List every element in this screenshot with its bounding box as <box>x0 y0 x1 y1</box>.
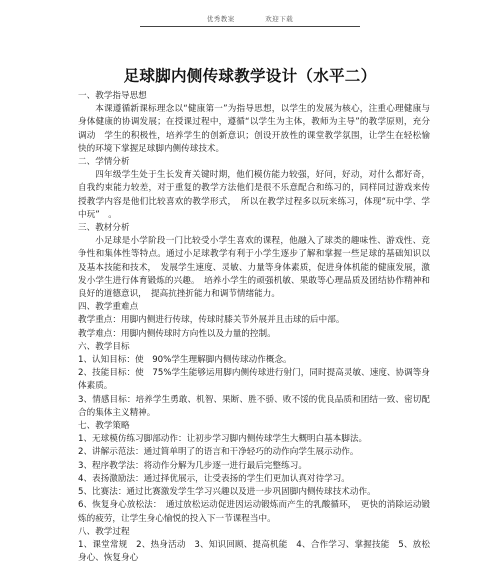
document-body <box>78 90 430 565</box>
list-item: 5、比赛法：通过比赛激发学生学习兴趣以及进一步巩固脚内侧传球技术动作。 <box>78 487 376 498</box>
list-item: 2、讲解示范法：通过简单明了的语言和干净轻巧的动作向学生展示动作。 <box>78 447 359 458</box>
list-item: 1、无球模仿练习脚部动作：让初步学习脚内侧传球学生大概明白基本脚法。 <box>78 434 368 445</box>
header-divider <box>140 26 360 27</box>
page-header <box>0 14 500 23</box>
section-paragraph: 四年级学生处于生长发育关键时期，他们模仿能力较强，好问，好动，对什么都好奇，自我约束能力较差，对于重复的教学方法他们是很不乐意配合和练习的，同样同过游戏来传授教学内容是他们比较喜欢的教学形式， 所以在教学过程多以玩来练习，体现“玩中学、学中玩” 。 <box>78 170 430 220</box>
section-heading: 四、教学重难点 <box>78 302 139 313</box>
section-heading: 三、教材分析 <box>78 223 130 234</box>
section-heading: 六、教学目标 <box>78 341 130 352</box>
section-heading: 二、学情分析 <box>78 157 130 168</box>
header-left-text: 优秀教案 <box>206 15 235 23</box>
list-item: 6、恢复身心放松法： 通过放松运动促进因运动锻炼而产生的乳酸循环， 更快的消除运动锻炼的疲劳，让学生身心愉悦的投入下一节课程当中。 <box>78 500 430 524</box>
list-item: 教学难点：用脚内侧传球时方向性以及力量的控制。 <box>78 328 276 339</box>
list-item: 3、程序教学法：将动作分解为几步逐一进行最后完整练习。 <box>78 460 307 471</box>
list-item: 1、课堂常规 2、热身活动 3、知识回顾、提高机能 4、合作学习、掌握技能 5、放松身心、恢复身心 <box>78 539 430 564</box>
section-heading: 八、教学过程 <box>78 526 130 537</box>
list-item: 3、情感目标：培养学生勇敢、机智、果断、胜不骄、败不馁的优良品质和团结一致、密切配合的集体主义精神。 <box>78 394 430 418</box>
section-heading: 七、教学策略 <box>78 421 130 432</box>
header-right-text: 欢迎下载 <box>265 15 294 23</box>
list-item: 教学重点：用脚内侧进行传球，传球时膝关节外展并且击球的后中部。 <box>78 315 345 326</box>
list-item: 4、表扬激励法：通过择优展示，让受表扬的学生们更加认真对待学习。 <box>78 473 350 484</box>
list-item: 1、认知目标：使 90%学生理解脚内侧传球动作概念。 <box>78 355 292 366</box>
section-paragraph: 小足球是小学阶段一门比较受小学生喜欢的课程，他融入了球类的趣味性、游戏性、竞争性和集体性等特点。通过小足球教学有利于小学生逐步了解和掌握一些足球的基础知识以及基本技能和技术， 发展学生速度、灵敏、力量等身体素质，促进身体机能的健康发展，激发小学生进行体育锻炼的兴趣。 培养小学生的顽强机敏、果敢等心理品质及团结协作精神和良好的道德意识， 提高抗挫折能力和调节情绪能力。 <box>78 236 430 300</box>
section-heading: 一、教学指导思想 <box>78 91 147 101</box>
document-title: 足球脚内侧传球教学设计（水平二） <box>123 67 377 85</box>
section-paragraph: 本课遵循新课标理念以“健康第一”为指导思想，以学生的发展为核心，注重心理健康与身体健康的协调发展；在授课过程中，遵循“以学生为主体，教师为主导”的教学原则，充分调动 学生的积极性，培养学生的创新意识；创设开放性的课堂教学氛围，让学生在轻松愉快的环境下掌握足球脚内侧传球技术。 <box>78 104 430 154</box>
list-item: 2、技能目标：使 75%学生能够运用脚内侧传球进行射门，同时提高灵敏、速度、协调等身体素质。 <box>78 368 430 392</box>
